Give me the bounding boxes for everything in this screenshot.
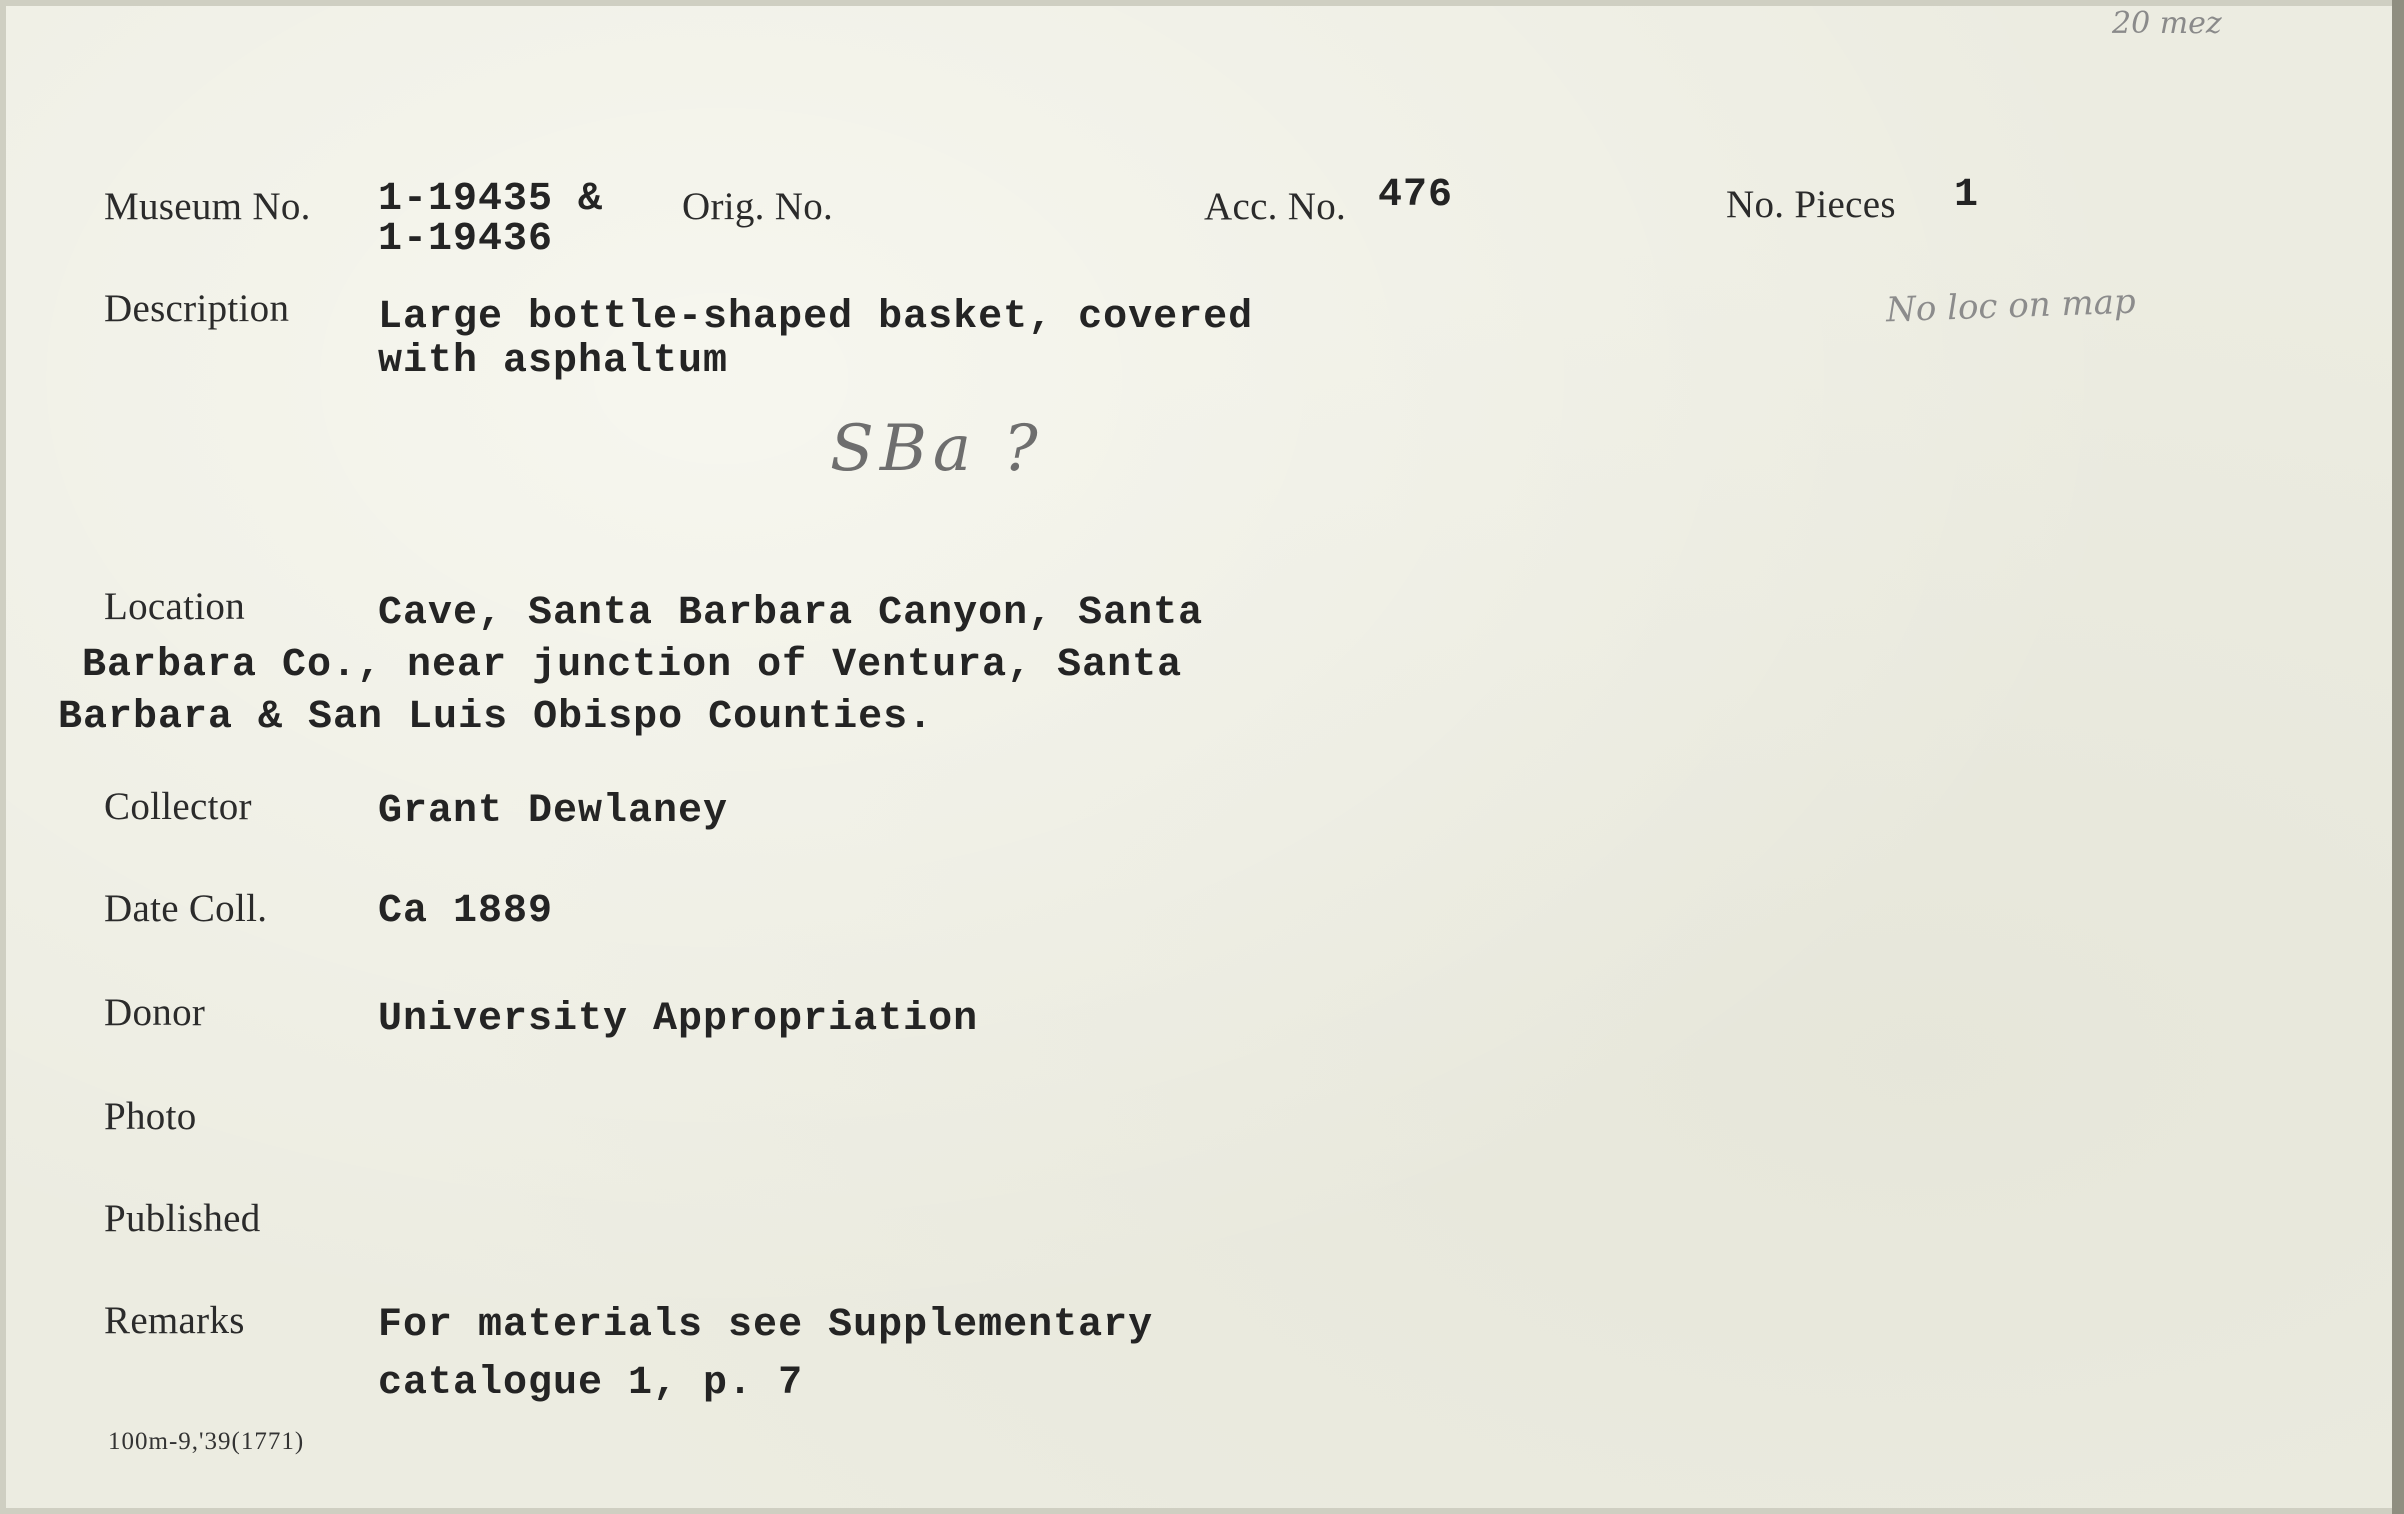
date-coll-label: Date Coll. (104, 887, 268, 930)
donor-label: Donor (104, 991, 206, 1034)
description-line2: with asphaltum (378, 339, 729, 384)
no-pieces-label: No. Pieces (1726, 183, 1896, 226)
description-label: Description (104, 287, 290, 330)
published-label: Published (104, 1197, 261, 1240)
museum-no-value-line2: 1-19436 (378, 217, 554, 262)
corner-note: 20 mez (2112, 6, 2222, 41)
remarks-label: Remarks (104, 1299, 245, 1342)
orig-no-label: Orig. No. (682, 185, 834, 228)
collector-label: Collector (104, 785, 252, 828)
location-label: Location (104, 585, 246, 628)
donor-value: University Appropriation (378, 997, 979, 1042)
acc-no-label: Acc. No. (1204, 185, 1347, 228)
no-pieces-value: 1 (1954, 173, 1980, 218)
museum-no-label: Museum No. (104, 185, 311, 228)
remarks-line2: catalogue 1, p. 7 (378, 1361, 804, 1406)
photo-label: Photo (104, 1095, 197, 1138)
acc-no-value: 476 (1378, 173, 1454, 218)
description-line1: Large bottle-shaped basket, covered (378, 295, 1254, 340)
card-edge (2392, 0, 2404, 1514)
location-line1: Cave, Santa Barbara Canyon, Santa (378, 591, 1204, 636)
collector-value: Grant Dewlaney (378, 789, 729, 834)
handwritten-sba: SBa ? (830, 412, 1044, 486)
location-line2: Barbara Co., near junction of Ventura, Santa (82, 643, 1183, 688)
date-coll-value: Ca 1889 (378, 889, 554, 934)
location-line3: Barbara & San Luis Obispo Counties. (58, 695, 934, 740)
remarks-line1: For materials see Supplementary (378, 1303, 1154, 1348)
form-code: 100m-9,'39(1771) (108, 1428, 305, 1455)
handwritten-no-loc: No loc on map (1885, 281, 2137, 331)
museum-no-value-line1: 1-19435 & (378, 177, 604, 222)
